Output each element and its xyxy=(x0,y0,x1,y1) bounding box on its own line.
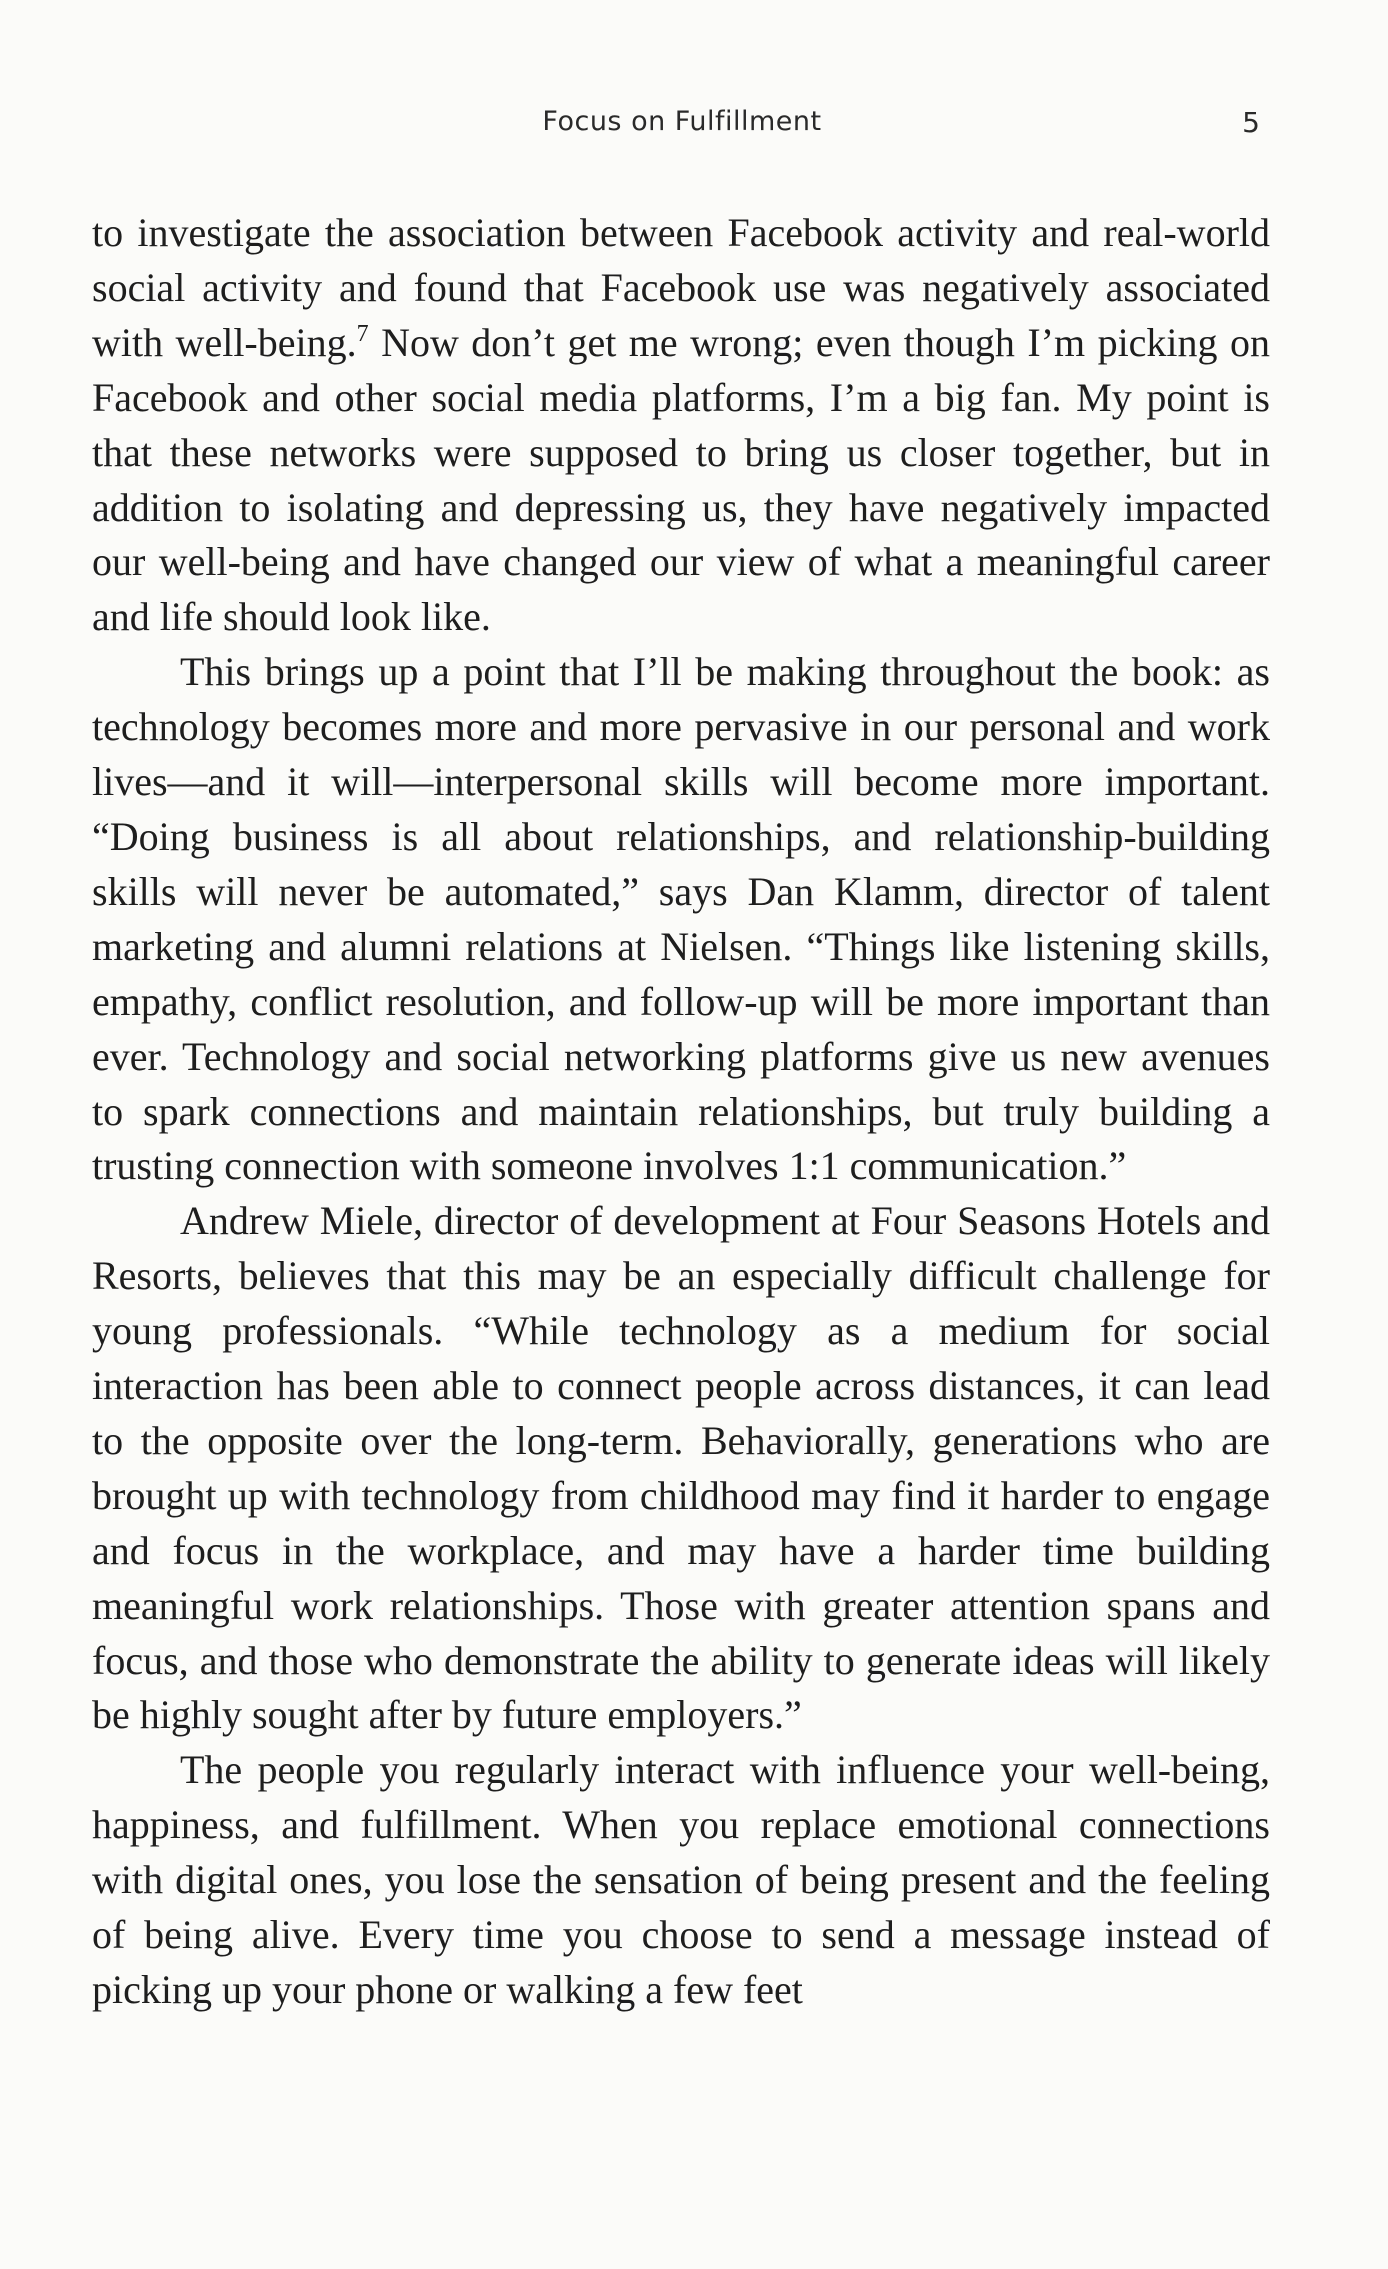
footnote-marker-7: 7 xyxy=(356,320,369,347)
paragraph-1-text-a: to investigate the association between Facebook activity and real-world social activity and found that Facebook use was negatively associated with well-being. xyxy=(92,210,1270,365)
paragraph-1-text-b: Now don’t get me wrong; even though I’m picking on Facebook and other social media platforms, I’m a big fan. My point is that these networks were supposed to bring us closer together, but in addition to isolating and depressing us, they have negatively impacted our well-being and have changed our view of what a meaningful career and life should look like. xyxy=(92,319,1270,640)
paragraph-3: Andrew Miele, director of development at Four Seasons Hotels and Resorts, believes that this may be an especially difficult challenge for young professionals. “While technology as a medium for social interaction has been able to connect people across distances, it can lead to the opposite over the long-term. Behaviorally, generations who are brought up with technology from childhood may find it harder to engage and focus in the workplace, and may have a harder time building meaningful work relationships. Those with greater attention spans and focus, and those who demonstrate the ability to generate ideas will likely be highly sought after by future employers.” xyxy=(92,1198,1270,1738)
paragraph-1 xyxy=(92,206,1270,645)
paragraph-2: This brings up a point that I’ll be making throughout the book: as technology becomes more and more pervasive in our personal and work lives—and it will—interpersonal skills will become more important. “Doing business is all about relationships, and relationship-building skills will never be automated,” says Dan Klamm, director of talent marketing and alumni relations at Nielsen. “Things like listening skills, empathy, conflict resolution, and follow-up will be more important than ever. Technology and social networking platforms give us new avenues to spark connections and maintain relationships, but truly building a trusting connection with someone involves 1:1 communication.” xyxy=(92,649,1270,1189)
paragraph-4: The people you regularly interact with influence your well-being, happiness, and fulfillment. When you replace emotional connections with digital ones, you lose the sensation of being present and the feeling of being alive. Every time you choose to send a message instead of picking up your phone or walking a few feet xyxy=(92,1747,1270,2012)
running-head xyxy=(92,106,1272,146)
running-title: Focus on Fulfillment xyxy=(542,106,822,137)
body-text xyxy=(92,206,1270,2018)
page-number: 5 xyxy=(1242,106,1260,139)
